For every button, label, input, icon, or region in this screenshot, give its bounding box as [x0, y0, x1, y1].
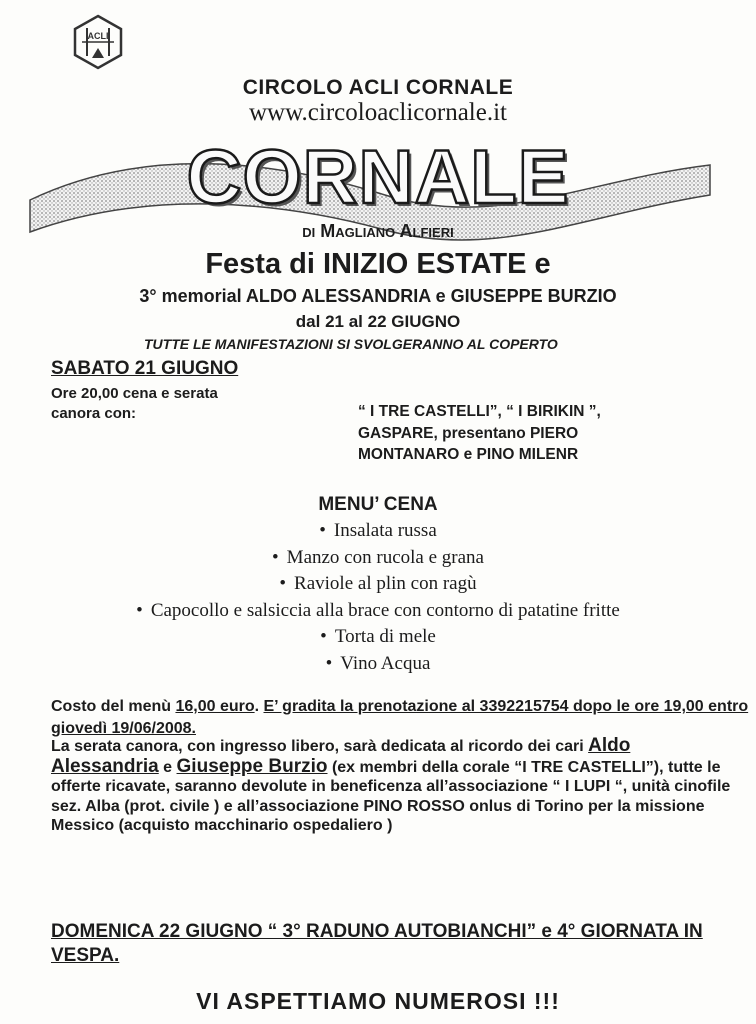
saturday-artists: “ I TRE CASTELLI”, “ I BIRIKIN ”, GASPARE, presentano PIERO MONTANARO e PINO MILENR: [358, 403, 601, 463]
cost-dot: .: [254, 698, 264, 715]
serata-paragraph: [51, 736, 741, 836]
memorial-line: 3° memorial ALDO ALESSANDRIA e GIUSEPPE BURZIO: [139, 286, 617, 306]
website: www.circoloaclicornale.it: [249, 99, 507, 126]
serata-and: e: [158, 758, 177, 776]
town-title: CORNALE: [186, 135, 570, 220]
menu-list: [0, 518, 756, 677]
saturday-dinner: Ore 20,00 cena e serata canora con:: [51, 385, 218, 422]
honoree-name-2: Giuseppe Burzio: [176, 755, 328, 777]
honoree-name-1: Aldo Alessandria: [51, 735, 631, 777]
serata-intro: La serata canora, con ingresso libero, sarà dedicata al ricordo dei cari: [51, 738, 589, 755]
cost-price: 16,00 euro: [175, 698, 255, 715]
serata-rest: (ex membri della corale “I TRE CASTELLI”), tutte le offerte ricavate, saranno devolute in beneficenza all’associazione “ I LUPI “, unità cinofile sez. Alba (prot. civile ) e all’associazione PINO ROSSO onlus di Torino per la missione Messico (acquisto macchinario ospedaliero ): [51, 758, 731, 834]
event-title: Festa di INIZIO ESTATE e: [205, 248, 551, 280]
menu-item: • Raviole al plin con ragù: [0, 571, 756, 598]
menu-item: • Manzo con rucola e grana: [0, 545, 756, 572]
closing-line: VI ASPETTIAMO NUMEROSI !!!: [196, 988, 560, 1014]
org-name: CIRCOLO ACLI CORNALE: [242, 76, 514, 99]
menu-item: • Vino Acqua: [0, 651, 756, 678]
covered-notice: TUTTE LE MANIFESTAZIONI SI SVOLGERANNO AL COPERTO: [144, 336, 558, 352]
cost-paragraph: [51, 696, 756, 740]
cost-prefix: Costo del menù: [51, 698, 176, 715]
sunday-event: DOMENICA 22 GIUGNO “ 3° RADUNO AUTOBIANCHI” e 4° GIORNATA IN VESPA.: [51, 921, 703, 966]
menu-item: • Capocollo e salsiccia alla brace con contorno di patatine fritte: [0, 598, 756, 625]
menu-title: MENU’ CENA: [318, 494, 438, 515]
town-subtitle: di Magliano Alfieri: [302, 221, 454, 241]
event-dates: dal 21 al 22 GIUGNO: [295, 312, 461, 331]
logo-text: ACLI: [87, 31, 109, 41]
menu-item: • Torta di mele: [0, 624, 756, 651]
saturday-heading: SABATO 21 GIUGNO: [51, 358, 239, 379]
booking-info: E’ gradita la prenotazione al 3392215754 dopo le ore 19,00 entro giovedì 19/06/2008.: [51, 698, 749, 737]
acli-logo: [72, 14, 124, 70]
menu-item: • Insalata russa: [0, 518, 756, 545]
